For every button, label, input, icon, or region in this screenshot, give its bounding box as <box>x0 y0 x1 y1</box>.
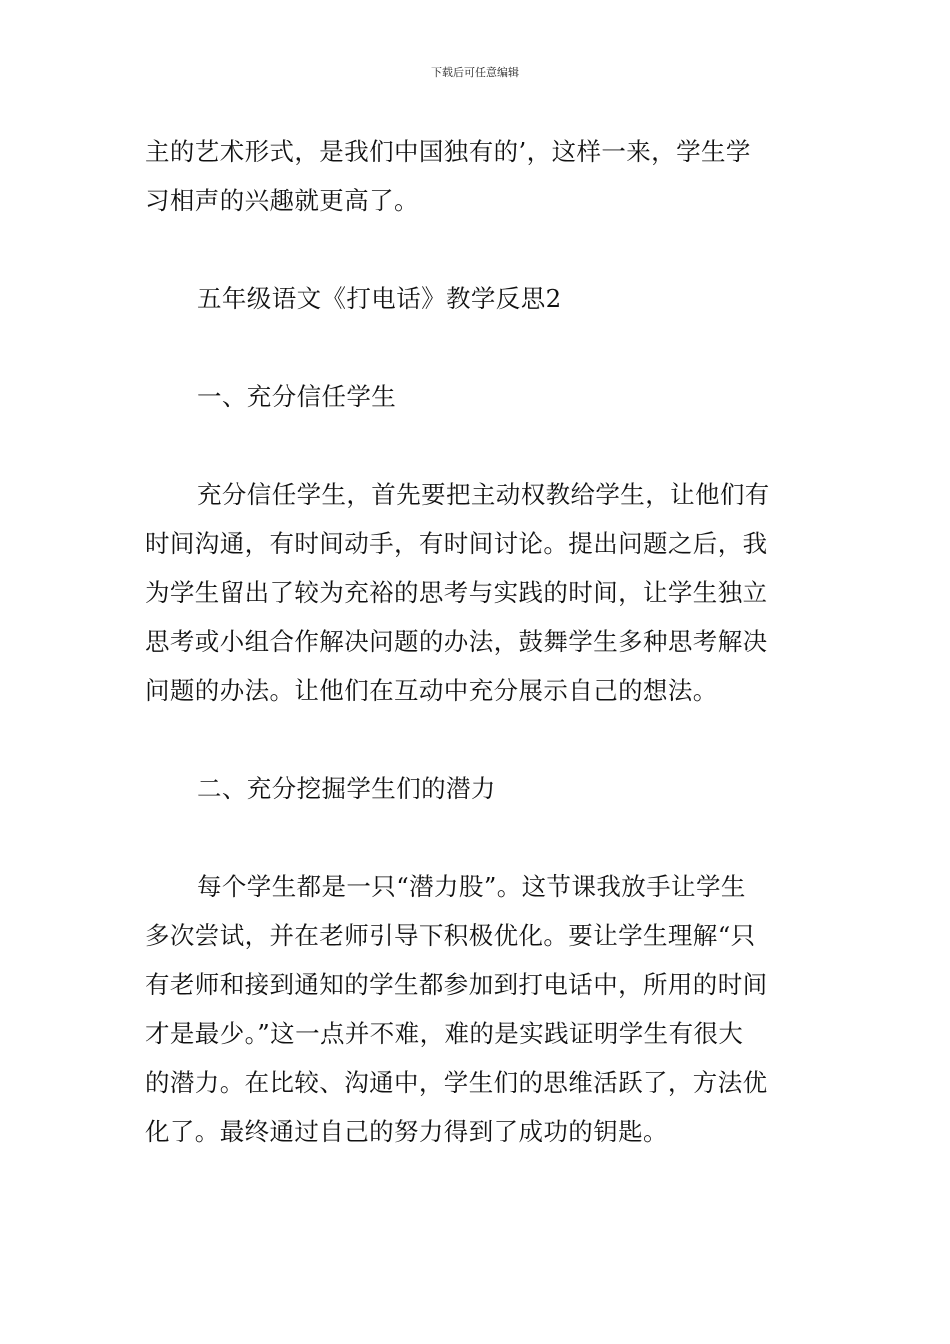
text-line: 每个学生都是一只“潜力股”。这节课我放手让学生 <box>197 872 746 901</box>
document-title: 五年级语文《打电话》教学反思2 <box>197 284 562 313</box>
text-line: 才是最少。”这一点并不难，难的是实践证明学生有很大 <box>145 1019 744 1048</box>
text-line: 时间沟通，有时间动手，有时间讨论。提出问题之后，我 <box>145 529 768 558</box>
page-header-note: 下载后可任意编辑 <box>431 66 519 79</box>
paragraph-continuation <box>145 127 810 225</box>
section-heading-2: 二、充分挖掘学生们的潜力 <box>197 774 496 803</box>
paragraph-trust-students <box>145 470 810 715</box>
text-line: 多次尝试，并在老师引导下积极优化。要让学生理解“只 <box>145 921 756 950</box>
text-line: 化了。最终通过自己的努力得到了成功的钥匙。 <box>145 1117 668 1146</box>
text-line: 思考或小组合作解决问题的办法，鼓舞学生多种思考解决 <box>145 627 768 656</box>
document-body <box>145 127 810 1156</box>
text-line: 为学生留出了较为充裕的思考与实践的时间，让学生独立 <box>145 578 768 607</box>
section-heading-1: 一、充分信任学生 <box>197 382 397 411</box>
text-line: 有老师和接到通知的学生都参加到打电话中，所用的时间 <box>145 970 768 999</box>
paragraph-student-potential <box>145 862 810 1156</box>
text-line: 习相声的兴趣就更高了。 <box>145 186 419 215</box>
text-line: 主的艺术形式，是我们中国独有的’，这样一来，学生学 <box>145 137 751 166</box>
text-line: 充分信任学生，首先要把主动权教给学生，让他们有 <box>197 480 770 509</box>
text-line: 问题的办法。让他们在互动中充分展示自己的想法。 <box>145 676 718 705</box>
text-line: 的潜力。在比较、沟通中，学生们的思维活跃了，方法优 <box>145 1068 768 1097</box>
